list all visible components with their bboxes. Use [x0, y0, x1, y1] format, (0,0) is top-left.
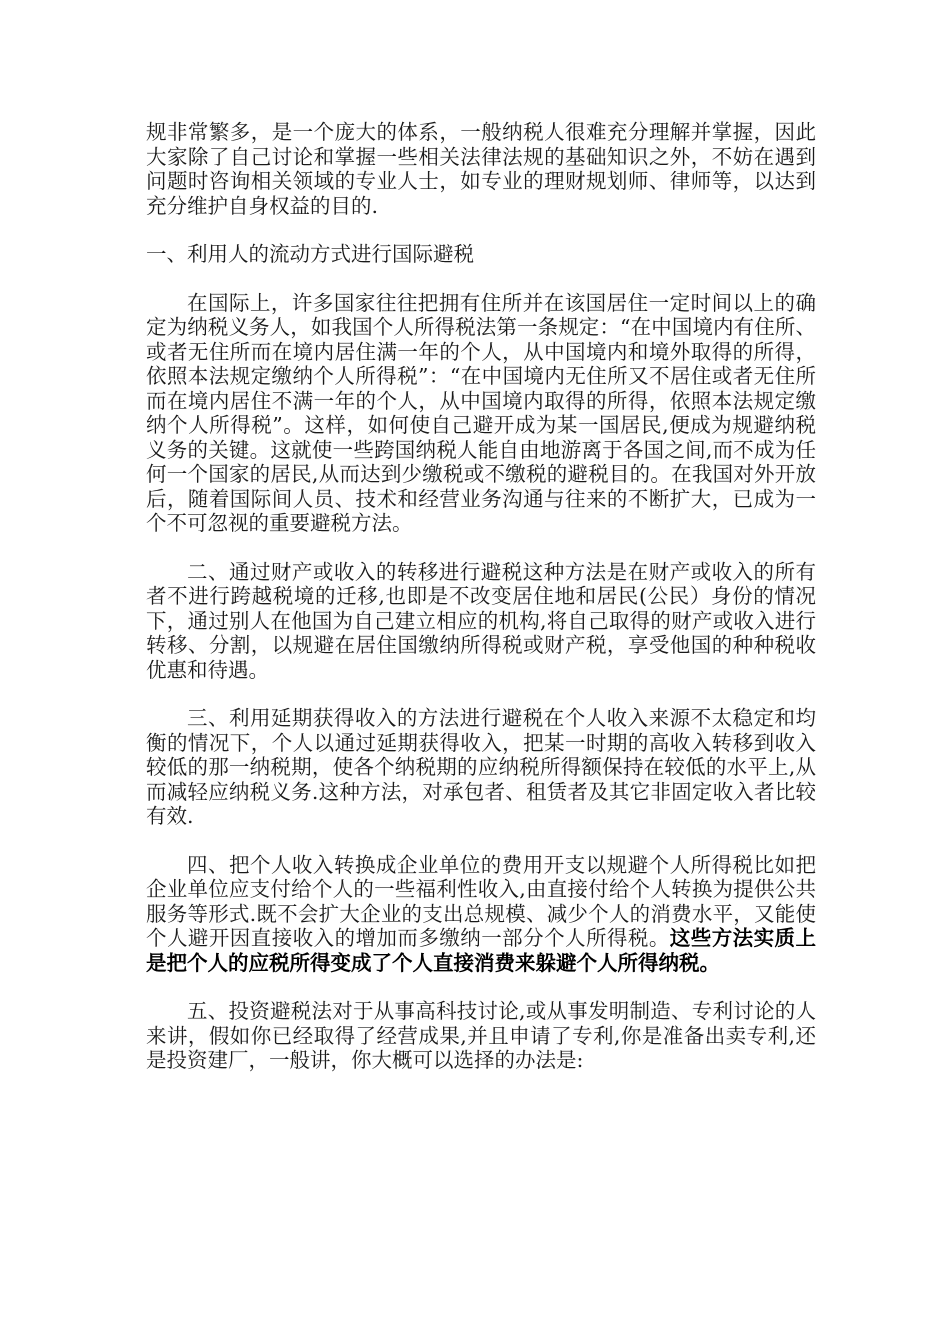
section3-paragraph: 三、利用延期获得收入的方法进行避税在个人收入来源不太稳定和均衡的情况下，个人以通过延期获得收入，把某一时期的高收入转移到收入较低的那一纳税期，使各个纳税期的应纳税所得额保持在较低的水平上,从而减轻应纳税义务.这种方法，对承包者、租赁者及其它非固定收入者比较有效.: [146, 706, 816, 828]
section4-text: 四、把个人收入转换成企业单位的费用开支以规避个人所得税比如把企业单位应支付给个人的一些福利性收入,由直接付给个人转换为提供公共服务等形式.既不会扩大企业的支出总规模、减少个人的消费水平，又能使个人避开因直接收入的增加而多缴纳一部分个人所得税。: [146, 852, 816, 950]
section1-paragraph: 在国际上，许多国家往往把拥有住所并在该国居住一定时间以上的确定为纳税义务人，如我国个人所得税法第一条规定：“在中国境内有住所、或者无住所而在境内居住满一年的个人，从中国境内和境外取得的所得，依照本法规定缴纳个人所得税”：“在中国境内无住所又不居住或者无住所而在境内居住不满一年的个人，从中国境内取得的所得，依照本法规定缴纳个人所得税”。这样，如何使自己避开成为某一国居民,便成为规避纳税义务的关键。这就使一些跨国纳税人能自由地游离于各国之间,而不成为任何一个国家的居民,从而达到少缴税或不缴税的避税目的。在我国对外开放后，随着国际间人员、技术和经营业务沟通与往来的不断扩大，已成为一个不可忽视的重要避税方法。: [146, 290, 816, 535]
section1-heading: 一、利用人的流动方式进行国际避税: [146, 242, 474, 266]
section4-paragraph: [146, 853, 816, 976]
intro-paragraph: 规非常繁多，是一个庞大的体系，一般纳税人很难充分理解并掌握，因此大家除了自己讨论和掌握一些相关法律法规的基础知识之外，不妨在遇到问题时咨询相关领域的专业人士，如专业的理财规划师、律师等，以达到充分维护自身权益的目的.: [146, 120, 816, 218]
document-page: [146, 120, 816, 1097]
section5-paragraph: 五、投资避税法对于从事高科技讨论,或从事发明制造、专利讨论的人来讲，假如你已经取得了经营成果,并且申请了专利,你是准备出卖专利,还是投资建厂，一般讲，你大概可以选择的办法是:: [146, 999, 816, 1072]
section4-bold-text: 这些方法实质上是把个人的应税所得变成了个人直接消费来躲避个人所得纳税。: [146, 926, 817, 975]
section2-paragraph: 二、通过财产或收入的转移进行避税这种方法是在财产或收入的所有者不进行跨越税境的迁移,也即是不改变居住地和居民(公民）身份的情况下，通过别人在他国为自己建立相应的机构,将自己取得的财产或收入进行转移、分割，以规避在居住国缴纳所得税或财产税，享受他国的种种税收优惠和待遇。: [146, 559, 816, 682]
